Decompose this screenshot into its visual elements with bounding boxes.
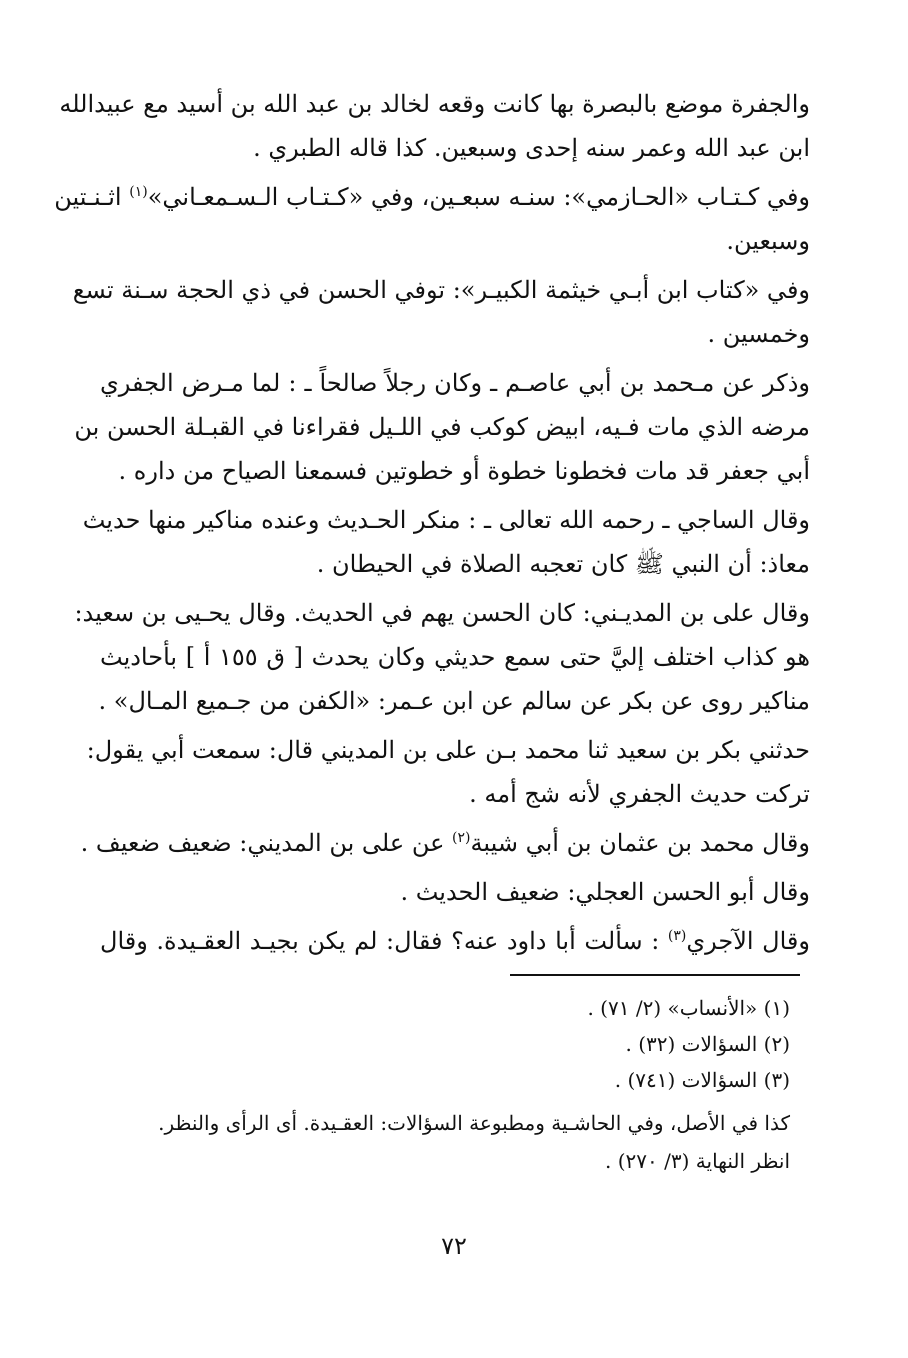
- text-line: وفي «كتاب ابن أبـي خيثمة الكبيـر»: توفي الحسن في ذي الحجة سـنة تسع: [72, 276, 810, 304]
- paragraph-8: [80, 821, 810, 865]
- text-segment: : سألت أبا داود عنه؟ فقال: لم يكن بجيـد العقـيدة. وقال: [100, 927, 668, 955]
- text-line: وقال على بن المديـني: كان الحسن يهم في الحديث. وقال يحـيى بن سعيد:: [74, 599, 810, 627]
- footnote-ref-3[interactable]: (٣): [667, 928, 687, 944]
- text-line: [54, 175, 810, 219]
- text-line: ابن عبد الله وعمر سنه إحدى وسبعين. كذا قاله الطبري .: [253, 134, 810, 162]
- text-segment: وقال محمد بن عثمان بن أبي شيبة: [470, 829, 810, 857]
- text-line: وذكر عن مـحمد بن أبي عاصـم ـ وكان رجلاً صالحاً ـ : لما مـرض الجفري: [100, 369, 810, 397]
- text-line: والجفرة موضع بالبصرة بها كانت وقعه لخالد بن عبد الله بن أسيد مع عبيدالله: [59, 90, 810, 118]
- footnote-1: (١) «الأنساب» (٢/ ٧١) .: [587, 996, 790, 1020]
- footnote-divider: [510, 974, 800, 976]
- text-line: معاذ: أن النبي ﷺ كان تعجبه الصلاة في الحيطان .: [316, 550, 810, 578]
- text-segment: وقال الآجري: [686, 927, 810, 955]
- paragraph-10: [100, 919, 810, 963]
- paragraph-2: [54, 175, 810, 263]
- text-line: وخمسين .: [707, 320, 810, 348]
- footnotes: [100, 990, 790, 1180]
- text-line: مرضه الذي مات فـيه، ابيض كوكب في اللـيل فقراءنا في القبـلة الحسن بن: [74, 413, 810, 441]
- paragraph-3: [72, 268, 810, 356]
- text-line: تركت حديث الجفري لأنه شج أمه .: [469, 780, 810, 808]
- footnote-remark-line: انظر النهاية (٣/ ٢٧٠) .: [605, 1149, 790, 1173]
- paragraph-6: [74, 591, 811, 723]
- footnote-3: (٣) السؤالات (٧٤١) .: [614, 1068, 790, 1092]
- text-line: وقال أبو الحسن العجلي: ضعيف الحديث .: [400, 878, 810, 906]
- text-line: وسبعين.: [726, 227, 810, 255]
- text-segment: اثـنـتين: [54, 183, 130, 211]
- text-line: حدثني بكر بن سعيد ثنا محمد بـن على بن المديني قال: سمعت أبي يقول:: [86, 736, 810, 764]
- footnote-ref-1[interactable]: (١): [129, 184, 148, 200]
- page-number: ٧٢: [441, 1232, 467, 1260]
- text-line: [80, 821, 810, 865]
- footnote-ref-2[interactable]: (٢): [452, 830, 471, 846]
- paragraph-5: [82, 498, 810, 586]
- paragraph-7: [86, 728, 810, 816]
- text-line: مناكير روى عن بكر عن سالم عن ابن عـمر: «الكفن من جـميع المـال» .: [98, 687, 810, 715]
- text-line: [100, 919, 810, 963]
- paragraph-1: [59, 82, 810, 170]
- text-segment: عن على بن المديني: ضعيف ضعيف .: [80, 829, 453, 857]
- text-line: هو كذاب اختلف إليَّ حتى سمع حديثي وكان يحدث [ ق ١٥٥ أ ] بأحاديث: [100, 643, 811, 671]
- footnote-remark: [100, 1104, 790, 1180]
- footnote-2: (٢) السؤالات (٣٢) .: [625, 1032, 790, 1056]
- text-line: أبي جعفر قد مات فخطونا خطوة أو خطوتين فسمعنا الصياح من داره .: [118, 457, 810, 485]
- paragraph-4: [74, 361, 810, 493]
- main-text: [54, 82, 811, 968]
- text-line: وقال الساجي ـ رحمه الله تعالى ـ : منكر الحـديث وعنده مناكير منها حديث: [82, 506, 810, 534]
- text-segment: وفي كـتـاب «الحـازمي»: سنـه سبعـين، وفي «كـتـاب الـسـمعـاني»: [147, 183, 810, 211]
- footnote-remark-line: كذا في الأصل، وفي الحاشـية ومطبوعة السؤالات: العقـيدة. أى الرأى والنظر.: [158, 1111, 790, 1135]
- paragraph-9: [100, 870, 810, 914]
